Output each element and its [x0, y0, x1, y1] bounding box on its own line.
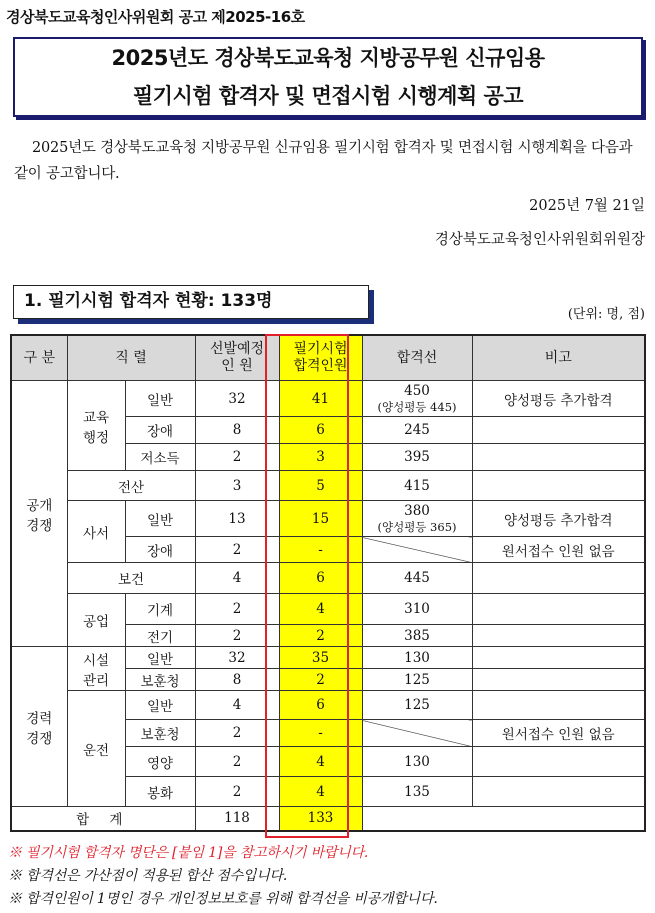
cutoff-cell: 135 [362, 777, 472, 807]
announcement-number: 경상북도교육청인사위원회 공고 제2025-16호 [6, 8, 305, 26]
passed-cell: 15 [279, 501, 362, 537]
planned-cell: 2 [195, 444, 279, 471]
passed-cell: 6 [279, 691, 362, 720]
remarks-cell [472, 777, 645, 807]
planned-cell: 13 [195, 501, 279, 537]
remarks-cell [472, 471, 645, 501]
remarks-cell: 양성평등 추가합격 [472, 381, 645, 417]
cutoff-note: (양성평등 365) [377, 519, 457, 534]
sub-position: 보훈청 [125, 720, 195, 747]
sub-position: 일반 [125, 647, 195, 669]
total-empty [362, 807, 645, 831]
sub-position: 보훈청 [125, 669, 195, 691]
header-position: 직 렬 [67, 335, 195, 381]
sub-position: 일반 [125, 501, 195, 537]
planned-cell: 32 [195, 647, 279, 669]
sub-position: 기계 [125, 594, 195, 625]
remarks-cell [472, 625, 645, 647]
title-line-1: 2025년도 경상북도교육청 지방공무원 신규임용 [111, 46, 545, 70]
remarks-cell: 원서접수 인원 없음 [472, 720, 645, 747]
planned-cell: 4 [195, 563, 279, 594]
total-label: 합 계 [11, 807, 195, 831]
remarks-cell: 원서접수 인원 없음 [472, 537, 645, 563]
cutoff-cell [362, 501, 472, 537]
group-engineering: 공업 [67, 594, 125, 647]
sub-position: 전산 [67, 471, 195, 501]
cutoff-cell: 385 [362, 625, 472, 647]
remarks-cell [472, 444, 645, 471]
cutoff-cell: 125 [362, 669, 472, 691]
cutoff-cell: 415 [362, 471, 472, 501]
group-facility: 시설 관리 [67, 647, 125, 691]
table-row [11, 381, 645, 417]
remarks-cell [472, 594, 645, 625]
cutoff-value: 380 [404, 502, 430, 519]
passed-cell: 4 [279, 594, 362, 625]
sub-position: 저소득 [125, 444, 195, 471]
table-header-row [11, 335, 645, 381]
header-planned: 선발예정 인 원 [195, 335, 279, 381]
group-career: 경력 경쟁 [11, 647, 67, 807]
sub-position: 보건 [67, 563, 195, 594]
group-admin: 교육 행정 [67, 381, 125, 471]
remarks-cell: 양성평등 추가합격 [472, 501, 645, 537]
cutoff-value: 450 [404, 382, 430, 399]
planned-cell: 2 [195, 537, 279, 563]
sub-position: 봉화 [125, 777, 195, 807]
cutoff-cell: 445 [362, 563, 472, 594]
note-1-text: ※ 필기시험 합격자 명단은 [붙임 1]을 참고하시기 바랍니다. [8, 845, 369, 861]
planned-cell: 2 [195, 720, 279, 747]
planned-cell: 2 [195, 777, 279, 807]
note-1 [8, 842, 368, 862]
signer: 경상북도교육청인사위원회위원장 [434, 232, 645, 248]
total-row [11, 807, 645, 831]
group-open: 공개 경쟁 [11, 381, 67, 647]
passed-cell: 2 [279, 625, 362, 647]
planned-cell: 2 [195, 594, 279, 625]
remarks-cell [472, 747, 645, 777]
sub-position: 장애 [125, 417, 195, 444]
planned-cell: 2 [195, 625, 279, 647]
note-2: ※ 합격선은 가산점이 적용된 합산 점수입니다. [8, 868, 288, 884]
remarks-cell [472, 563, 645, 594]
cutoff-note: (양성평등 445) [377, 399, 457, 414]
passed-cell: 41 [279, 381, 362, 417]
passed-cell: 4 [279, 777, 362, 807]
remarks-cell [472, 647, 645, 669]
planned-cell: 8 [195, 669, 279, 691]
planned-cell: 3 [195, 471, 279, 501]
remarks-cell [472, 691, 645, 720]
passed-cell: 3 [279, 444, 362, 471]
header-passed: 필기시험 합격인원 [279, 335, 362, 381]
table-row [11, 594, 645, 625]
remarks-cell [472, 417, 645, 444]
cutoff-cell: 395 [362, 444, 472, 471]
cutoff-cell-slashed [362, 720, 472, 747]
unit-label: (단위: 명, 점) [567, 307, 645, 322]
sub-position: 장애 [125, 537, 195, 563]
table-row [11, 471, 645, 501]
cutoff-cell [362, 381, 472, 417]
sub-position: 일반 [125, 691, 195, 720]
results-table [10, 334, 646, 832]
passed-cell: 5 [279, 471, 362, 501]
note-3: ※ 합격인원이 1명인 경우 개인정보보호를 위해 합격선을 비공개합니다. [8, 891, 438, 907]
sub-position: 전기 [125, 625, 195, 647]
passed-cell: 6 [279, 563, 362, 594]
header-remarks: 비고 [472, 335, 645, 381]
cutoff-cell: 125 [362, 691, 472, 720]
passed-cell: 6 [279, 417, 362, 444]
cutoff-cell: 245 [362, 417, 472, 444]
table-row [11, 691, 645, 720]
passed-cell: - [279, 720, 362, 747]
passed-cell: 2 [279, 669, 362, 691]
title-line-2: 필기시험 합격자 및 면접시험 시행계획 공고 [132, 84, 524, 108]
cutoff-cell: 130 [362, 747, 472, 777]
title-box [13, 37, 643, 117]
cutoff-cell: 130 [362, 647, 472, 669]
announcement-date: 2025년 7월 21일 [529, 198, 645, 214]
group-library: 사서 [67, 501, 125, 563]
passed-cell: 35 [279, 647, 362, 669]
header-cutoff: 합격선 [362, 335, 472, 381]
table-row [11, 647, 645, 669]
total-planned: 118 [195, 807, 279, 831]
header-category: 구 분 [11, 335, 67, 381]
planned-cell: 32 [195, 381, 279, 417]
intro-paragraph: 2025년도 경상북도교육청 지방공무원 신규임용 필기시험 합격자 및 면접시험 시행계획을 다음과 같이 공고합니다. [14, 140, 633, 182]
passed-cell: 4 [279, 747, 362, 777]
total-passed: 133 [279, 807, 362, 831]
remarks-cell [472, 669, 645, 691]
table-row [11, 501, 645, 537]
sub-position: 일반 [125, 381, 195, 417]
table-row [11, 563, 645, 594]
planned-cell: 8 [195, 417, 279, 444]
sub-position: 영양 [125, 747, 195, 777]
group-driving: 운전 [67, 691, 125, 807]
cutoff-cell-slashed [362, 537, 472, 563]
cutoff-cell: 310 [362, 594, 472, 625]
planned-cell: 2 [195, 747, 279, 777]
planned-cell: 4 [195, 691, 279, 720]
passed-cell: - [279, 537, 362, 563]
section-title: 1. 필기시험 합격자 현황: 133명 [13, 285, 369, 319]
